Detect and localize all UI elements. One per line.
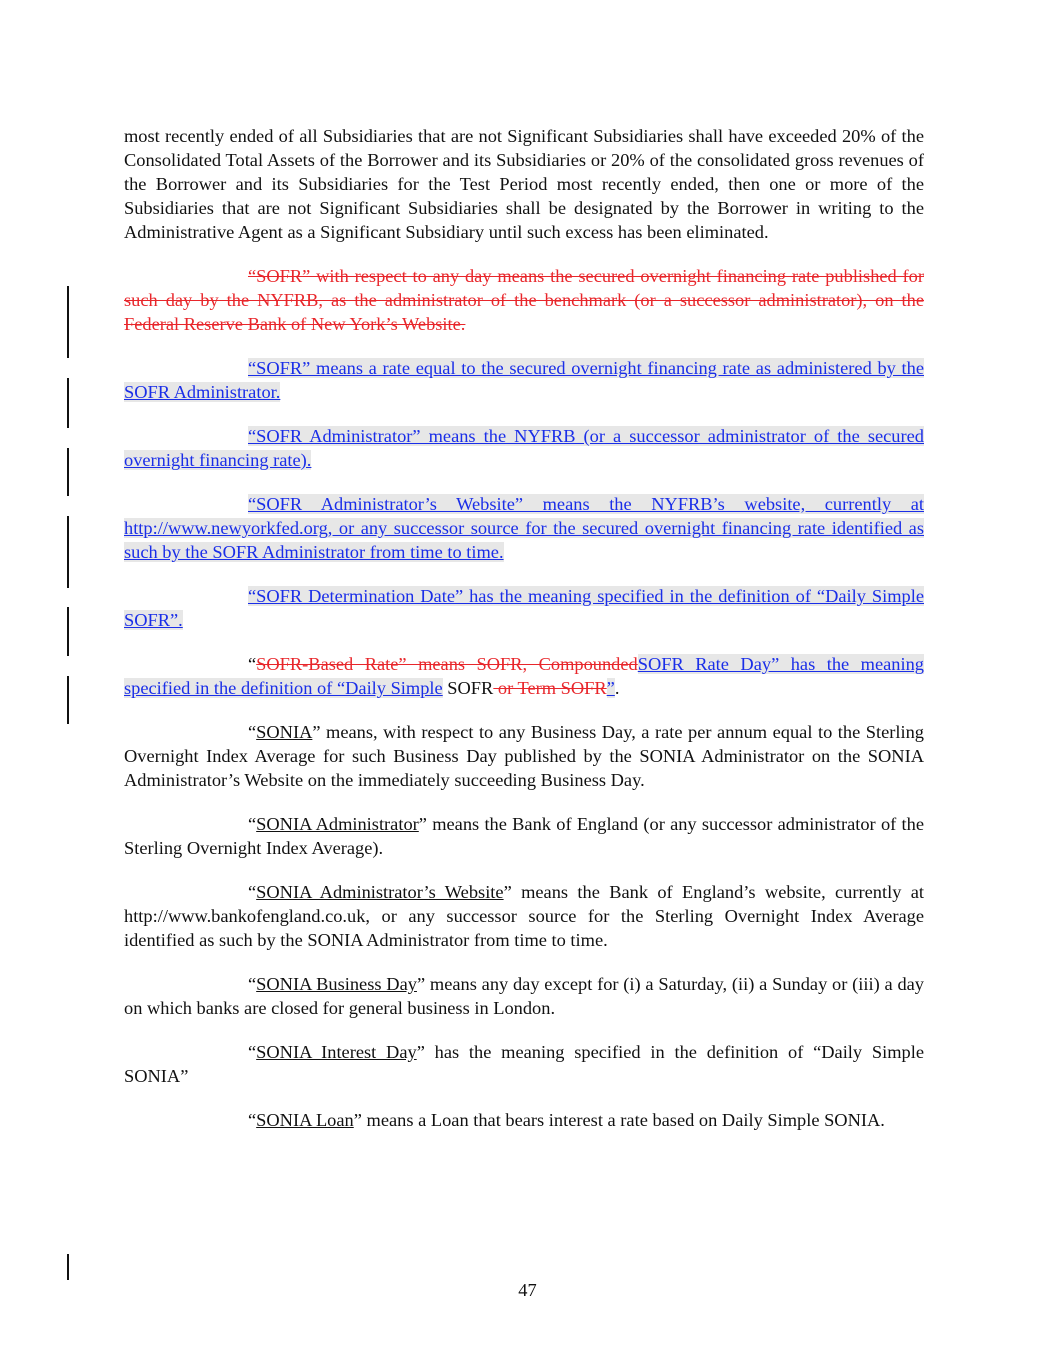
change-bar (67, 676, 69, 724)
definition-text: ” means, with respect to any Business Day, a rate per annum equal to the Sterling Overnight Index Average for such Business Day published by the SONIA Administrator on the SONIA Administrator’s Website on the immediately succeeding Business Day. (124, 722, 924, 790)
sofr-determination-date-definition (124, 584, 924, 632)
deleted-text: “SOFR” with respect to any day means the secured overnight financing rate published for such day by the NYFRB, as the administrator of the benchmark (or a successor administrator), on the Federal Reserve Bank of New York’s Website. (124, 266, 924, 334)
inserted-text: “SOFR” means a rate equal to the secured overnight financing rate as administered by the SOFR Administrator. (124, 358, 924, 402)
open-quote: “ (248, 1110, 257, 1130)
change-bar (67, 607, 69, 656)
plain-text: SOFR (442, 678, 494, 698)
inserted-text: ” (606, 678, 615, 698)
sofr-administrator-definition (124, 424, 924, 472)
change-bar (67, 1254, 69, 1280)
sonia-loan-definition (124, 1108, 924, 1132)
sonia-definition (124, 720, 924, 792)
page-number: 47 (518, 1280, 537, 1300)
definition-text: ” has the meaning specified in the definition of “Daily Simple SONIA” (124, 1042, 924, 1086)
inserted-text: “SOFR Determination Date” has the meaning specified in the definition of “Daily Simple SOFR”. (124, 586, 924, 630)
open-quote: “ (248, 974, 257, 994)
sofr-administrator-website-definition (124, 492, 924, 564)
definition-text: ” means the Bank of England (or any successor administrator of the Sterling Overnight Index Average). (124, 814, 924, 858)
sonia-administrator-definition (124, 812, 924, 860)
deleted-sofr-definition (124, 264, 924, 336)
sonia-interest-day-definition (124, 1040, 924, 1088)
deleted-text: or Term SOFR (493, 678, 607, 698)
defined-term: SONIA Interest Day (256, 1042, 417, 1062)
defined-term: SONIA (256, 722, 313, 742)
definition-text: ” means the Bank of England’s website, currently at http://www.bankofengland.co.uk, or any successor source for the Sterling Overnight Index Average identified as such by the SONIA Administrator from time to time. (124, 882, 925, 950)
open-quote: “ (248, 654, 257, 674)
change-bar (67, 516, 69, 588)
inserted-text: “SOFR Administrator” means the NYFRB (or a successor administrator of the secured overnight financing rate). (124, 426, 924, 470)
defined-term: SONIA Administrator’s Website (256, 882, 504, 902)
definition-text: ” means any day except for (i) a Saturday, (ii) a Sunday or (iii) a day on which banks are closed for general business in London. (124, 974, 925, 1018)
deleted-text: SOFR-Based Rate” means SOFR, Compounded (256, 654, 638, 674)
open-quote: “ (248, 722, 257, 742)
sonia-business-day-definition (124, 972, 924, 1020)
change-bar (67, 378, 69, 428)
inserted-text: “SOFR Administrator’s Website” means the NYFRB’s website, currently at http://www.newyorkfed.org, or any successor source for the secured overnight financing rate identified as such by the SOFR Administrator from time to time. (124, 494, 924, 562)
open-quote: “ (248, 814, 257, 834)
document-page (124, 124, 924, 1152)
intro-paragraph: most recently ended of all Subsidiaries that are not Significant Subsidiaries shall have exceeded 20% of the Consolidated Total Assets of the Borrower and its Subsidiaries or 20% of the consolidated gross revenues of the Borrower and its Subsidiaries for the Test Period most recently ended, then one or more of the Subsidiaries that are not Significant Subsidiaries shall be designated by the Borrower in writing to the Administrative Agent as a Significant Subsidiary until such excess has been eliminated. (124, 126, 924, 242)
defined-term: SONIA Administrator (256, 814, 419, 834)
inserted-text: SOFR Rate Day” has the meaning specified in the definition of “Daily Simple (124, 654, 924, 698)
period: . (614, 678, 620, 698)
sofr-rate-day-definition (124, 652, 924, 700)
sonia-administrator-website-definition (124, 880, 924, 952)
open-quote: “ (248, 882, 257, 902)
definition-text: ” means a Loan that bears interest a rate based on Daily Simple SONIA. (353, 1110, 885, 1130)
sofr-definition (124, 356, 924, 404)
open-quote: “ (248, 1042, 257, 1062)
change-bar (67, 286, 69, 358)
defined-term: SONIA Business Day (256, 974, 417, 994)
change-bar (67, 448, 69, 496)
defined-term: SONIA Loan (256, 1110, 354, 1130)
